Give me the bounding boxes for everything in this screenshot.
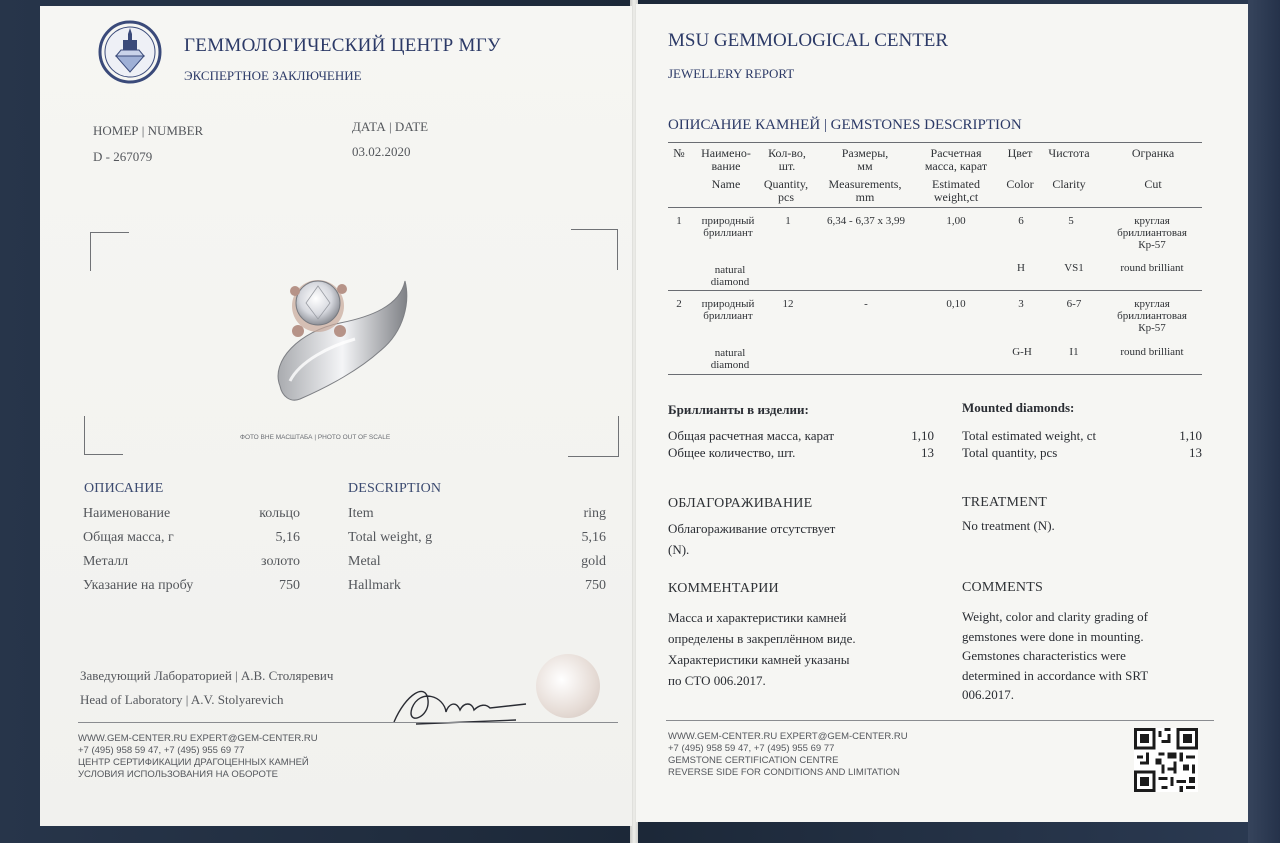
gem-name-en: natural diamond <box>710 347 750 371</box>
col-clarity-ru: Чистота <box>1048 146 1090 160</box>
report-title-ru: ЭКСПЕРТНОЕ ЗАКЛЮЧЕНИЕ <box>184 68 362 83</box>
total-weight-en: Total estimated weight, ct <box>962 428 1097 443</box>
item-ru-value: кольцо <box>259 506 300 521</box>
left-footer-conditions: УСЛОВИЯ ИСПОЛЬЗОВАНИЯ НА ОБОРОТЕ <box>78 769 278 780</box>
total-weight-ru: Общая расчетная масса, карат <box>668 428 835 443</box>
treatment-en-text: No treatment (N). <box>962 518 1055 533</box>
seal-icon <box>536 654 600 718</box>
qr-code-icon[interactable] <box>1134 728 1198 792</box>
comments-ru-text: Масса и характеристики камней определены в закреплённом виде. Характеристики камней указаны по СТО 006.2017. <box>668 610 856 688</box>
col-color-ru: Цвет <box>1007 146 1033 160</box>
left-page <box>40 6 632 826</box>
gem-cut-ru: круглая бриллиантовая Кр-57 <box>1117 298 1187 334</box>
col-name-en: Name <box>711 177 741 191</box>
cover-edge <box>1248 0 1280 843</box>
right-footer <box>668 731 908 779</box>
total-qty-ru: Общее количество, шт. <box>668 445 796 460</box>
col-clarity-en: Clarity <box>1052 177 1086 191</box>
comments-ru-title: КОММЕНТАРИИ <box>668 581 779 596</box>
right-footer-phone: +7 (495) 958 59 47, +7 (495) 955 69 77 <box>668 743 835 754</box>
col-cut-ru: Огранка <box>1131 146 1175 160</box>
date-label: ДАТА | DATE <box>352 119 429 134</box>
gem-name-ru: природный бриллиант <box>701 215 755 239</box>
col-weight-en: Estimated weight,ct <box>932 177 980 204</box>
metal-en-value: gold <box>581 554 606 569</box>
weight-ru-value: 5,16 <box>275 530 300 545</box>
gem-cut-ru: круглая бриллиантовая Кр-57 <box>1117 215 1187 251</box>
hallmark-ru-value: 750 <box>279 578 300 593</box>
treatment-en-title: TREATMENT <box>962 495 1048 510</box>
number-label: НОМЕР | NUMBER <box>93 123 204 138</box>
mounted-ru-title: Бриллианты в изделии: <box>668 402 809 417</box>
left-footer-web: WWW.GEM-CENTER.RU EXPERT@GEM-CENTER.RU <box>78 733 318 744</box>
hallmark-ru-label: Указание на пробу <box>83 578 194 593</box>
gem-color-ru: 6 <box>1018 215 1024 227</box>
weight-en-value: 5,16 <box>581 530 606 545</box>
gem-weight: 0,10 <box>946 298 966 310</box>
treatment-ru-title: ОБЛАГОРАЖИВАНИЕ <box>668 496 813 511</box>
right-footer-conditions: REVERSE SIDE FOR CONDITIONS AND LIMITATION <box>668 767 900 778</box>
metal-en-label: Metal <box>348 554 381 569</box>
hallmark-en-value: 750 <box>585 578 606 593</box>
head-of-lab-ru: Заведующий Лабораторией | А.В. Столяревич <box>80 668 334 683</box>
gem-name-ru: природный бриллиант <box>701 298 755 322</box>
gem-qty: 1 <box>785 215 791 227</box>
item-en-value: ring <box>583 506 606 521</box>
description-en-title: DESCRIPTION <box>348 481 442 496</box>
gem-cut-en: round brilliant <box>1120 262 1184 274</box>
col-size-ru: Размеры, мм <box>841 146 889 173</box>
weight-en-label: Total weight, g <box>348 530 433 545</box>
col-qty-ru: Кол-во, шт. <box>768 146 806 173</box>
gem-cut-en: round brilliant <box>1120 346 1184 358</box>
gem-clarity-ru: 5 <box>1068 215 1074 227</box>
hallmark-en-label: Hallmark <box>348 578 401 593</box>
metal-ru-value: золото <box>261 554 300 569</box>
metal-ru-label: Металл <box>83 554 129 569</box>
ring-photo <box>260 261 420 411</box>
gem-clarity-ru: 6-7 <box>1066 298 1082 310</box>
col-qty-en: Quantity, pcs <box>763 177 809 204</box>
mounted-en-title: Mounted diamonds: <box>962 400 1075 415</box>
left-footer-phone: +7 (495) 958 59 47, +7 (495) 955 69 77 <box>78 745 245 756</box>
gem-color-en: H <box>1017 262 1025 274</box>
gem-clarity-en: VS1 <box>1064 262 1084 274</box>
org-title-en: MSU GEMMOLOGICAL CENTER <box>668 30 949 51</box>
col-cut-en: Cut <box>1144 177 1162 191</box>
total-weight-en-value: 1,10 <box>1179 428 1202 443</box>
right-footer-centre: GEMSTONE CERTIFICATION CENTRE <box>668 755 839 766</box>
gem-color-ru: 3 <box>1018 298 1024 310</box>
gem-name-en: natural diamond <box>710 264 750 288</box>
left-footer <box>78 733 318 781</box>
description-ru-title: ОПИСАНИЕ <box>84 481 164 496</box>
comments-en-title: COMMENTS <box>962 580 1043 595</box>
right-page <box>636 4 1248 822</box>
item-en-label: Item <box>348 506 374 521</box>
gem-no: 1 <box>676 215 682 227</box>
weight-ru-label: Общая масса, г <box>83 530 174 545</box>
gem-size: 6,34 - 6,37 x 3,99 <box>827 215 905 227</box>
gem-color-en: G-H <box>1012 346 1032 358</box>
col-weight-ru: Расчетная масса, карат <box>924 146 988 173</box>
col-no: № <box>673 146 685 160</box>
org-title-ru: ГЕММОЛОГИЧЕСКИЙ ЦЕНТР МГУ <box>184 35 501 56</box>
item-ru-label: Наименование <box>83 506 171 521</box>
total-qty-en: Total quantity, pcs <box>962 445 1058 460</box>
right-footer-web: WWW.GEM-CENTER.RU EXPERT@GEM-CENTER.RU <box>668 731 908 742</box>
gem-size: - <box>864 298 868 310</box>
left-footer-centre: ЦЕНТР СЕРТИФИКАЦИИ ДРАГОЦЕННЫХ КАМНЕЙ <box>78 757 309 768</box>
col-color-en: Color <box>1006 177 1034 191</box>
head-of-lab-en: Head of Laboratory | A.V. Stolyarevich <box>80 692 284 707</box>
total-weight-ru-value: 1,10 <box>911 428 934 443</box>
photo-caption: ФОТО ВНЕ МАСШТАБА | PHOTO OUT OF SCALE <box>240 434 391 441</box>
gem-no: 2 <box>676 298 682 310</box>
gem-clarity-en: I1 <box>1069 346 1079 358</box>
total-qty-ru-value: 13 <box>921 445 934 460</box>
comments-en-text: Weight, color and clarity grading of gemstones were done in mounting. Gemstones characteristics were determined in accordance with SRT 006.2017. <box>962 609 1149 702</box>
number-value: D - 267079 <box>93 149 153 164</box>
treatment-ru-text: Облагораживание отсутствует (N). <box>668 521 836 557</box>
total-qty-en-value: 13 <box>1189 445 1202 460</box>
gem-weight: 1,00 <box>946 215 966 227</box>
date-value: 03.02.2020 <box>352 144 411 159</box>
msu-logo-icon <box>98 20 162 84</box>
gem-qty: 12 <box>782 298 794 310</box>
col-name-ru: Наимено- вание <box>701 146 751 173</box>
gem-title: ОПИСАНИЕ КАМНЕЙ | GEMSTONES DESCRIPTION <box>668 117 1022 133</box>
col-size-en: Measurements, mm <box>828 177 902 204</box>
report-title-en: JEWELLERY REPORT <box>668 66 795 81</box>
